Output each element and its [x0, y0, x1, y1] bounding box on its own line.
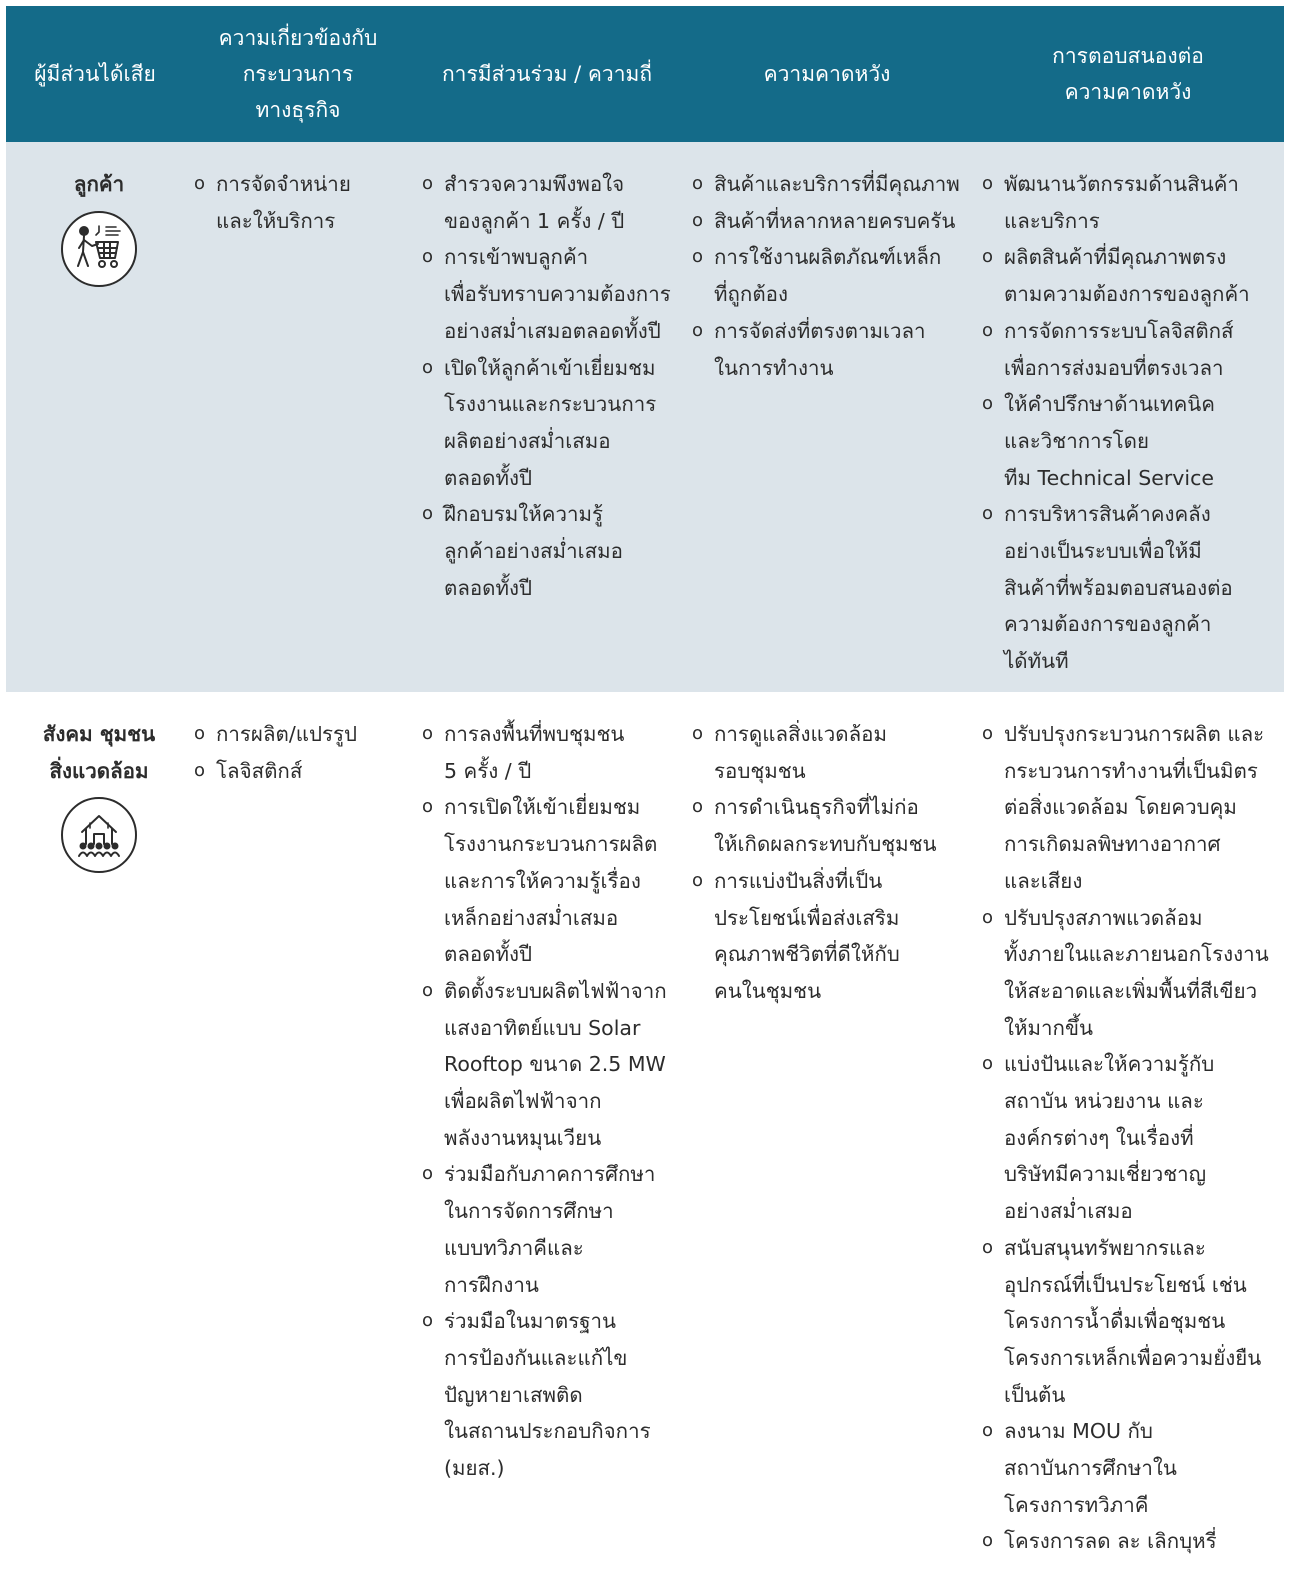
expectation-cell	[692, 166, 980, 386]
list-item: o การจัดการระบบโลจิสติกส์ เพื่อการส่งมอบที่ตรงเวลา	[982, 313, 1282, 386]
header-stakeholder	[6, 6, 184, 142]
list-item: o การดูแลสิ่งแวดล้อม รอบชุมชน	[692, 716, 980, 789]
engagement-list	[422, 716, 692, 1487]
list-item: o สินค้าที่หลากหลายครบครัน	[692, 203, 980, 240]
table-header	[6, 6, 1284, 142]
list-item: o สำรวจความพึงพอใจ ของลูกค้า 1 ครั้ง / ปี	[422, 166, 692, 239]
header-engagement-label: การมีส่วนร่วม / ความถี่	[441, 62, 653, 86]
stakeholder-name: สังคม ชุมชน สิ่งแวดล้อม	[42, 722, 156, 783]
expectation-list	[692, 716, 980, 1010]
relevance-list	[194, 166, 414, 239]
list-item: o การใช้งานผลิตภัณฑ์เหล็ก ที่ถูกต้อง	[692, 239, 980, 312]
list-item: o ลงนาม MOU กับ สถาบันการศึกษาใน โครงการทวิภาคี	[982, 1413, 1282, 1523]
list-item: o เปิดให้ลูกค้าเข้าเยี่ยมชม โรงงานและกระบวนการ ผลิตอย่างสม่ำเสมอ ตลอดทั้งปี	[422, 350, 692, 497]
shopping-cart-customer-icon	[61, 211, 137, 287]
list-item: o โครงการลด ละ เลิกบุหรี่	[982, 1523, 1282, 1560]
response-list	[982, 166, 1282, 680]
table-row-customer	[6, 142, 1284, 692]
list-item: o พัฒนานวัตกรรมด้านสินค้า และบริการ	[982, 166, 1282, 239]
engagement-cell	[422, 716, 692, 1487]
header-relevance-label: ความเกี่ยวข้องกับ กระบวนการ ทางธุรกิจ	[218, 26, 378, 122]
list-item: o การจัดส่งที่ตรงตามเวลา ในการทำงาน	[692, 313, 980, 386]
expectation-cell	[692, 716, 980, 1010]
list-item: o ฝึกอบรมให้ความรู้ ลูกค้าอย่างสม่ำเสมอ ตลอดทั้งปี	[422, 496, 692, 606]
table-row-community	[6, 692, 1284, 1591]
header-relevance	[184, 6, 412, 142]
list-item: o ติดตั้งระบบผลิตไฟฟ้าจาก แสงอาทิตย์แบบ Solar Rooftop ขนาด 2.5 MW เพื่อผลิตไฟฟ้าจาก พลังงานหมุนเวียน	[422, 973, 692, 1157]
header-expectation	[682, 6, 972, 142]
response-list	[982, 716, 1282, 1560]
list-item: o ร่วมมือกับภาคการศึกษา ในการจัดการศึกษา แบบทวิภาคีและ การฝึกงาน	[422, 1156, 692, 1303]
list-item: o ปรับปรุงกระบวนการผลิต และ กระบวนการทำงานที่เป็นมิตร ต่อสิ่งแวดล้อม โดยควบคุม การเกิดมลพิษทางอากาศ และเสียง	[982, 716, 1282, 900]
list-item: o การดำเนินธุรกิจที่ไม่ก่อ ให้เกิดผลกระทบกับชุมชน	[692, 789, 980, 862]
list-item: o การเข้าพบลูกค้า เพื่อรับทราบความต้องการ อย่างสม่ำเสมอตลอดทั้งปี	[422, 239, 692, 349]
expectation-list	[692, 166, 980, 386]
engagement-list	[422, 166, 692, 606]
header-engagement	[412, 6, 682, 142]
list-item: o โลจิสติกส์	[194, 753, 414, 790]
response-cell	[982, 716, 1282, 1560]
header-response	[972, 6, 1284, 142]
list-item: o การลงพื้นที่พบชุมชน 5 ครั้ง / ปี	[422, 716, 692, 789]
list-item: o แบ่งปันและให้ความรู้กับ สถาบัน หน่วยงาน และ องค์กรต่างๆ ในเรื่องที่ บริษัทมีความเชี่ยวชาญ อย่างสม่ำเสมอ	[982, 1046, 1282, 1230]
response-cell	[982, 166, 1282, 680]
relevance-cell	[194, 716, 414, 789]
header-expectation-label: ความคาดหวัง	[763, 62, 891, 86]
relevance-list	[194, 716, 414, 789]
list-item: o การแบ่งปันสิ่งที่เป็น ประโยชน์เพื่อส่งเสริม คุณภาพชีวิตที่ดีให้กับ คนในชุมชน	[692, 863, 980, 1010]
stakeholder-cell	[6, 166, 192, 287]
engagement-cell	[422, 166, 692, 606]
stakeholder-cell	[6, 716, 192, 873]
header-stakeholder-label: ผู้มีส่วนได้เสีย	[34, 62, 156, 86]
list-item: o การเปิดให้เข้าเยี่ยมชม โรงงานกระบวนการผลิต และการให้ความรู้เรื่อง เหล็กอย่างสม่ำเสมอ ตลอดทั้งปี	[422, 789, 692, 973]
header-response-label: การตอบสนองต่อ ความคาดหวัง	[1052, 44, 1204, 104]
list-item: o ให้คำปรึกษาด้านเทคนิค และวิชาการโดย ทีม Technical Service	[982, 386, 1282, 496]
community-house-icon	[61, 797, 137, 873]
list-item: o การจัดจำหน่าย และให้บริการ	[194, 166, 414, 239]
list-item: o ร่วมมือในมาตรฐาน การป้องกันและแก้ไข ปัญหายาเสพติด ในสถานประกอบกิจการ (มยส.)	[422, 1303, 692, 1487]
list-item: o การผลิต/แปรรูป	[194, 716, 414, 753]
stakeholder-name: ลูกค้า	[73, 172, 125, 196]
list-item: o สนับสนุนทรัพยากรและ อุปกรณ์ที่เป็นประโยชน์ เช่น โครงการน้ำดื่มเพื่อชุมชน โครงการเหล็กเพื่อความยั่งยืน เป็นต้น	[982, 1230, 1282, 1414]
list-item: o ผลิตสินค้าที่มีคุณภาพตรง ตามความต้องการของลูกค้า	[982, 239, 1282, 312]
relevance-cell	[194, 166, 414, 239]
list-item: o ปรับปรุงสภาพแวดล้อม ทั้งภายในและภายนอกโรงงาน ให้สะอาดและเพิ่มพื้นที่สีเขียว ให้มากขึ้น	[982, 900, 1282, 1047]
list-item: o การบริหารสินค้าคงคลัง อย่างเป็นระบบเพื่อให้มี สินค้าที่พร้อมตอบสนองต่อ ความต้องการของลูกค้า ได้ทันที	[982, 496, 1282, 680]
list-item: o สินค้าและบริการที่มีคุณภาพ	[692, 166, 980, 203]
